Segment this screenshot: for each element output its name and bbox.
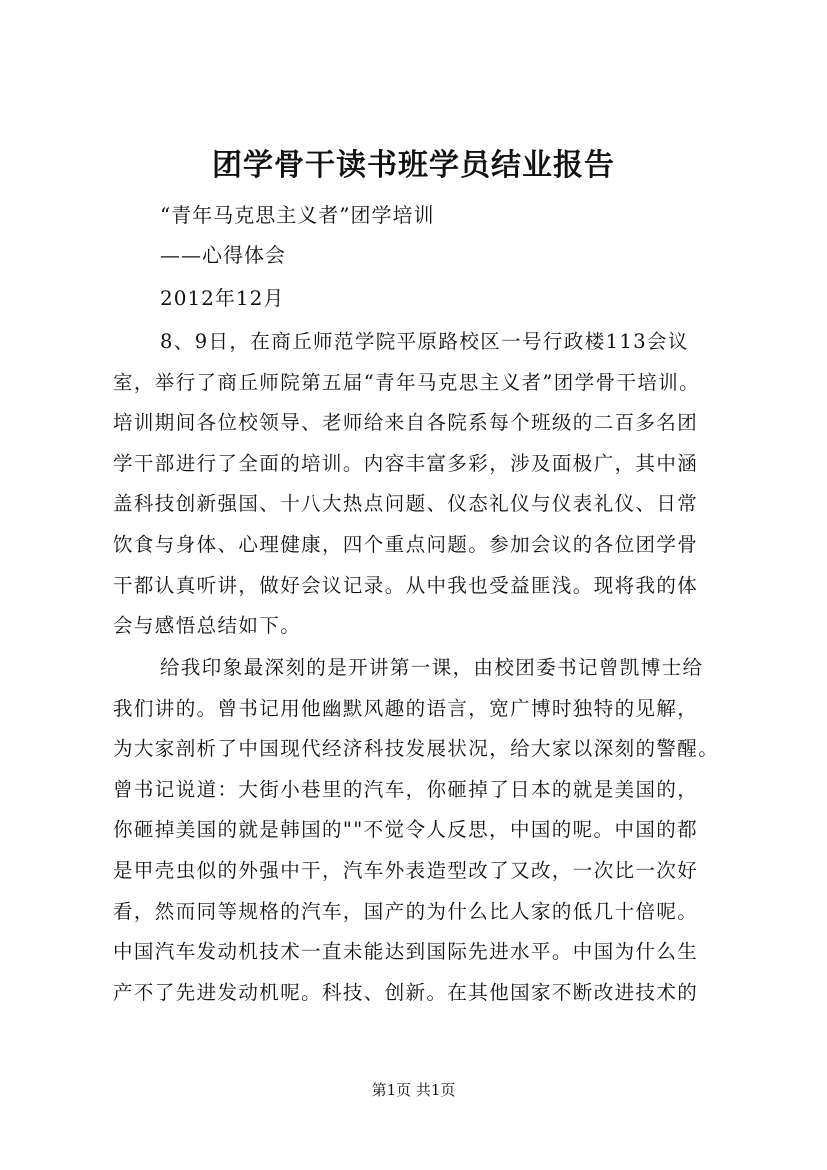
paragraph-line: 会与感悟总结如下。	[113, 614, 302, 638]
document-subtitle: “青年马克思主义者”团学培训	[160, 203, 435, 227]
paragraph-line: 室，举行了商丘师院第五届“青年马克思主义者”团学骨干培训。	[113, 370, 701, 394]
document-date: 2012年12月	[160, 286, 285, 310]
paragraph-line: 产不了先进发动机呢。科技、创新。在其他国家不断改进技术的	[113, 980, 699, 1004]
document-title: 团学骨干读书班学员结业报告	[212, 148, 615, 183]
paragraph-line: 给我印象最深刻的是开讲第一课，由校团委书记曾凯博士给	[160, 656, 704, 679]
paragraph-line: 饮食与身体、心理健康，四个重点问题。参加会议的各位团学骨	[113, 532, 699, 556]
paragraph-line: 8、9日，在商丘师范学院平原路校区一号行政楼113会议	[160, 330, 689, 353]
paragraph-line: 看，然而同等规格的汽车，国产的为什么比人家的低几十倍呢。	[113, 899, 699, 923]
paragraph-1	[113, 322, 733, 647]
paragraph-line: 我们讲的。曾书记用他幽默风趣的语言，宽广博时独特的见解，	[113, 696, 699, 720]
paragraph-line: 培训期间各位校领导、老师给来自各院系每个班级的二百多名团	[113, 411, 699, 435]
paragraph-line: 中国汽车发动机技术一直未能达到国际先进水平。中国为什么生	[113, 940, 699, 964]
page-footer: 第1页 共1页	[371, 1081, 456, 1099]
paragraph-line: 是甲壳虫似的外强中干，汽车外表造型改了又改，一次比一次好	[113, 858, 699, 882]
paragraph-line: 学干部进行了全面的培训。内容丰富多彩，涉及面极广，其中涵	[113, 451, 699, 475]
paragraph-line: 曾书记说道：大街小巷里的汽车，你砸掉了日本的就是美国的，	[113, 777, 699, 801]
paragraph-line: 你砸掉美国的就是韩国的""不觉令人反思，中国的呢。中国的都	[113, 818, 699, 842]
paragraph-line: 为大家剖析了中国现代经济科技发展状况，给大家以深刻的警醒。	[113, 737, 720, 761]
paragraph-line: 干都认真听讲，做好会议记录。从中我也受益匪浅。现将我的体	[113, 573, 699, 597]
paragraph-2	[113, 648, 733, 1013]
paragraph-line: 盖科技创新强国、十八大热点问题、仪态礼仪与仪表礼仪、日常	[113, 492, 699, 516]
document-subtitle-2: ——心得体会	[160, 243, 286, 267]
